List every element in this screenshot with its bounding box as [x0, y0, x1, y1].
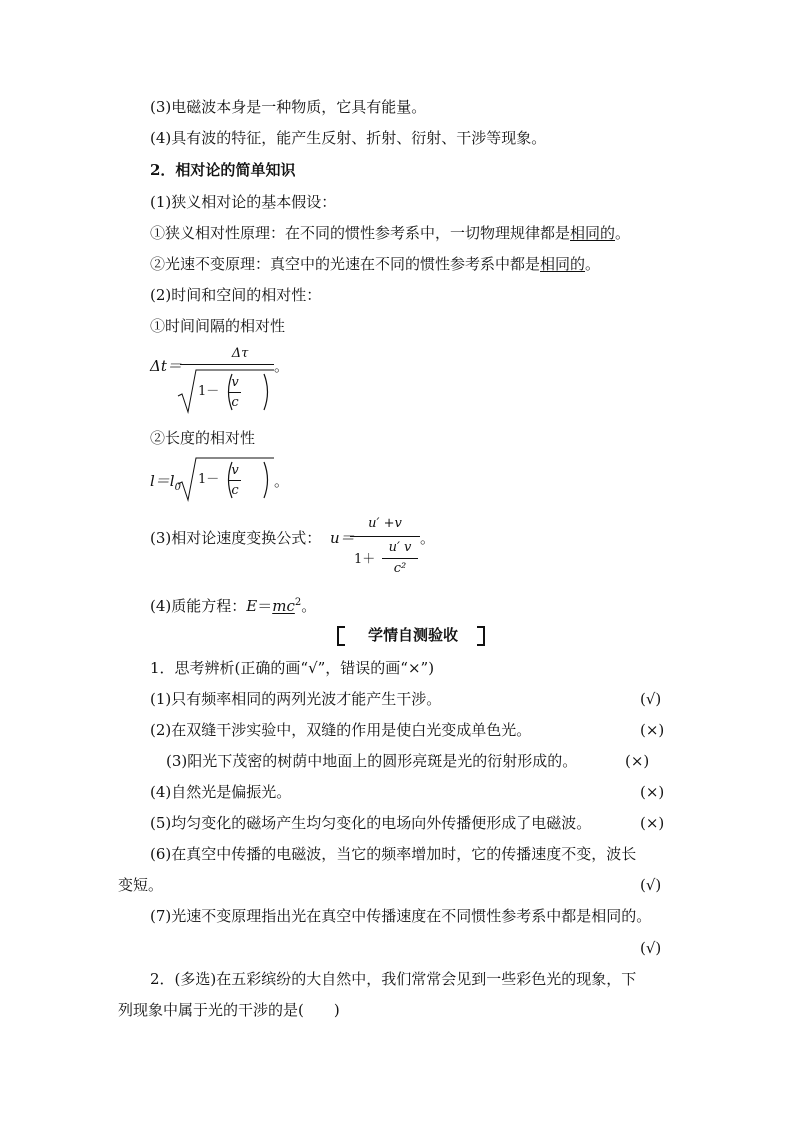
- section-heading: 2．相对论的简单知识: [150, 161, 296, 179]
- text-span: ＝: [257, 597, 273, 615]
- formula-superscript: 2: [294, 597, 302, 608]
- fraction-bar: [180, 364, 274, 365]
- section-banner: 学情自测验收: [367, 626, 458, 644]
- underlined-answer: mc: [272, 597, 295, 615]
- formula-lhs: u＝: [330, 529, 355, 547]
- answer-mark: (√): [640, 876, 662, 894]
- underlined-answer: 相同的: [540, 255, 586, 273]
- text-line: (4)具有波的特征，能产生反射、折射、衍射、干涉等现象。: [150, 129, 547, 147]
- answer-mark: (×): [640, 721, 665, 739]
- right-paren: [262, 461, 272, 499]
- formula-period: 。: [420, 529, 436, 547]
- formula-v: v: [231, 463, 239, 478]
- answer-mark: (×): [640, 814, 665, 832]
- quiz-item: (2)在双缝干涉实验中，双缝的作用是使白光变成单色光。: [150, 721, 532, 739]
- text-span: ②光速不变原理：真空中的光速在不同的惯性参考系中都是: [150, 255, 541, 273]
- text-line: [150, 254, 600, 274]
- text-line: (3)电磁波本身是一种物质，它具有能量。: [150, 98, 427, 116]
- text-span: 。: [301, 597, 317, 615]
- answer-mark: (×): [640, 783, 665, 801]
- text-line: (3)相对论速度变换公式：: [150, 529, 322, 547]
- formula-subscript: 0: [174, 482, 181, 493]
- quiz-item: (6)在真空中传播的电磁波，当它的频率增加时，它的传播速度不变，波长: [150, 845, 637, 863]
- fraction-bar: [229, 392, 241, 393]
- text-span: 。: [585, 255, 601, 273]
- formula-text: 1－: [198, 472, 220, 487]
- quiz-item: (3)阳光下茂密的树荫中地面上的圆形亮斑是光的衍射形成的。: [166, 752, 578, 770]
- quiz-item: (1)只有频率相同的两列光波才能产生干涉。: [150, 690, 442, 708]
- text-line: (2)时间和空间的相对性：: [150, 286, 322, 304]
- formula-period: 。: [274, 472, 290, 490]
- formula-v: v: [231, 375, 239, 390]
- quiz-item: (4)自然光是偏振光。: [150, 783, 292, 801]
- text-line: ①时间间隔的相对性: [150, 317, 286, 335]
- text-line: [150, 223, 630, 243]
- answer-mark: (√): [640, 690, 662, 708]
- text-span: ①狭义相对性原理：在不同的惯性参考系中，一切物理规律都是: [150, 224, 571, 242]
- formula-lhs: [150, 471, 181, 498]
- answer-mark: (×): [625, 752, 650, 770]
- text-span: 。: [615, 224, 631, 242]
- fraction-bar: [229, 480, 241, 481]
- question-text: 列现象中属于光的干涉的是( ): [118, 1001, 340, 1019]
- formula-period: 。: [274, 357, 290, 375]
- formula-numerator: u′ v: [388, 540, 412, 555]
- formula-numerator: Δτ: [231, 346, 249, 361]
- formula-c: c: [231, 483, 239, 498]
- underlined-answer: 相同的: [570, 224, 616, 242]
- fraction-bar: [350, 536, 420, 537]
- quiz-item: (5)均匀变化的磁场产生均匀变化的电场向外传播便形成了电磁波。: [150, 814, 592, 832]
- formula-c: c: [231, 395, 239, 410]
- text-line: ②长度的相对性: [150, 429, 256, 447]
- formula-numerator: u′ +v: [368, 516, 402, 531]
- text-line: [150, 593, 316, 616]
- formula-denominator: c²: [393, 561, 407, 576]
- formula-text: l＝l: [150, 472, 175, 490]
- question-text: 2．(多选)在五彩缤纷的大自然中，我们常常会见到一些彩色光的现象，下: [150, 970, 637, 988]
- answer-mark: (√): [640, 939, 662, 957]
- text-span: (4)质能方程：: [150, 597, 247, 615]
- question-title: 1．思考辨析(正确的画“√”，错误的画“×”): [150, 659, 435, 677]
- text-line: (1)狭义相对论的基本假设：: [150, 193, 337, 211]
- formula-e: E: [246, 597, 258, 615]
- fraction-bar: [382, 558, 418, 559]
- quiz-item: 变短。: [118, 876, 164, 894]
- formula-text: 1－: [198, 384, 220, 399]
- formula-lhs: Δt＝: [150, 357, 182, 375]
- formula-text: 1＋: [354, 552, 376, 567]
- right-paren: [262, 373, 272, 411]
- banner-right-bracket: [477, 626, 485, 646]
- quiz-item: (7)光速不变原理指出光在真空中传播速度在不同惯性参考系中都是相同的。: [150, 907, 652, 925]
